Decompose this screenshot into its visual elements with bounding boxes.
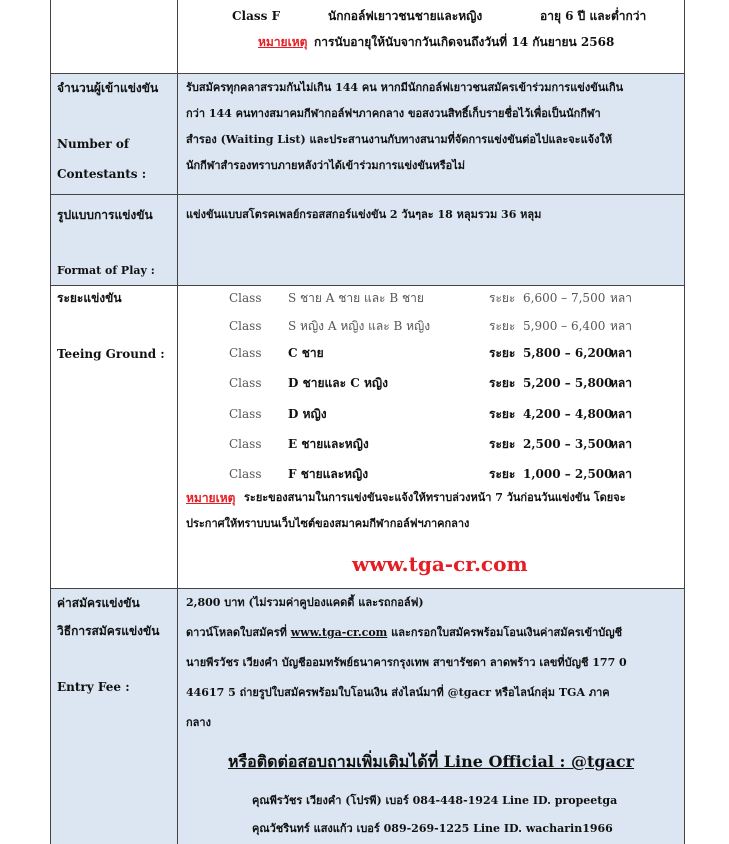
tee-range: 5,800 – 6,200	[523, 346, 613, 360]
tee-dist-label: ระยะ	[489, 407, 516, 421]
tee-name: F ชายและหญิง	[288, 467, 369, 481]
tee-class: Class	[229, 437, 262, 451]
tee-dist-label: ระยะ	[489, 376, 516, 390]
tee-dist-label: ระยะ	[489, 346, 516, 360]
tee-unit: หลา	[610, 319, 633, 333]
tee-dist-label: ระยะ	[489, 467, 516, 481]
contestants-line: นักกีฬาสำรองทราบภายหลังว่าได้เข้าร่วมการแข่งขันหรือไม่	[186, 159, 466, 172]
entry-line-4: 44617 5 ถ่ายรูปใบสมัครพร้อมใบโอนเงิน ส่งไลน์มาที่ @tgacr หรือไลน์กลุ่ม TGA ภาค	[186, 686, 610, 699]
tee-name: D ชายและ C หญิง	[288, 376, 388, 390]
tee-range: 5,200 – 5,800	[523, 376, 613, 390]
teeing-note-line-1: ระยะของสนามในการแข่งขันจะแจ้งให้ทราบล่วงหน้า 7 วันก่อนวันแข่งขัน โดยจะ	[244, 491, 626, 504]
tee-unit: หลา	[610, 467, 633, 481]
download-link[interactable]: www.tga-cr.com	[290, 626, 388, 639]
entry-line-2-prefix: ดาวน์โหลดใบสมัครที่	[186, 626, 291, 639]
contestants-line: กว่า 144 คนทางสมาคมกีฬากอล์ฟฯภาคกลาง ขอสงวนสิทธิ์เก็บรายชื่อไว้เพื่อเป็นนักกีฬา	[186, 107, 601, 120]
entry-label-th-2: วิธีการสมัครแข่งขัน	[57, 624, 160, 638]
format-label-th: รูปแบบการแข่งขัน	[57, 208, 153, 222]
format-content-cell	[178, 195, 684, 285]
contestants-label-cell	[51, 74, 178, 194]
contestants-line: สำรอง (Waiting List) และประสานงานกับทางสนามที่จัดการแข่งขันต่อไปและจะแจ้งให้	[186, 133, 613, 146]
entry-line-2	[186, 625, 622, 641]
tee-unit: หลา	[610, 407, 633, 421]
tee-unit: หลา	[610, 376, 633, 390]
tee-name: S หญิง A หญิง และ B หญิง	[288, 319, 431, 333]
tee-name: S ชาย A ชาย และ B ชาย	[288, 291, 424, 305]
contestants-row	[51, 74, 684, 195]
entry-label-cell	[51, 589, 178, 844]
format-row	[51, 195, 684, 286]
tee-range: 4,200 – 4,800	[523, 407, 613, 421]
contact-2: คุณวัชรินทร์ แสงแก้ว เบอร์ 089-269-1225 Line ID. wacharin1966	[252, 822, 613, 835]
class-f-note-text: การนับอายุให้นับจากวันเกิดจนถึงวันที่ 14 กันยายน 2568	[314, 35, 615, 49]
entry-line-5: กลาง	[186, 716, 211, 729]
class-f-note-label: หมายเหตุ	[258, 35, 308, 49]
tee-dist-label: ระยะ	[489, 291, 516, 305]
class-f-description: นักกอล์ฟเยาวชนชายและหญิง	[328, 9, 483, 23]
website-link[interactable]: www.tga-cr.com	[352, 552, 528, 576]
format-label-en: Format of Play :	[57, 264, 155, 277]
entry-line-2-suffix: และกรอกใบสมัครพร้อมโอนเงินค่าสมัครเข้าบัญชี	[387, 626, 623, 639]
contact-1: คุณพีรวัชร เวียงคำ (โปรพี) เบอร์ 084-448-1924 Line ID. propeetga	[252, 794, 618, 807]
tee-class: Class	[229, 407, 262, 421]
tee-unit: หลา	[610, 291, 633, 305]
entry-label-en: Entry Fee :	[57, 680, 130, 694]
entry-fee: 2,800 บาท (ไม่รวมค่าคูปองแคดดี้ และรถกอล์ฟ)	[186, 596, 424, 609]
teeing-label-th: ระยะแข่งขัน	[57, 291, 122, 305]
class-f-age: อายุ 6 ปี และต่ำกว่า	[540, 9, 647, 23]
tee-name: E ชายและหญิง	[288, 437, 369, 451]
format-text: แข่งขันแบบสโตรคเพลย์กรอสสกอร์แข่งขัน 2 วันๆละ 18 หลุมรวม 36 หลุม	[186, 208, 542, 221]
teeing-row	[51, 286, 684, 589]
tee-range: 6,600 – 7,500	[523, 291, 606, 305]
teeing-note-label: หมายเหตุ	[186, 491, 236, 505]
tee-dist-label: ระยะ	[489, 437, 516, 451]
class-f-label: Class F	[232, 9, 281, 23]
contestants-content-cell	[178, 74, 684, 194]
tee-unit: หลา	[610, 346, 633, 360]
format-label-cell	[51, 195, 178, 285]
teeing-label-en: Teeing Ground :	[57, 347, 165, 361]
contestants-label-en-2: Contestants :	[57, 167, 147, 181]
tee-class: Class	[229, 291, 262, 305]
tee-class: Class	[229, 346, 262, 360]
tee-dist-label: ระยะ	[489, 319, 516, 333]
class-f-label-cell	[51, 0, 178, 73]
contact-title: หรือติดต่อสอบถามเพิ่มเติมได้ที่ Line Official : @tgacr	[228, 752, 635, 771]
tee-name: C ชาย	[288, 346, 324, 360]
tee-class: Class	[229, 376, 262, 390]
tee-name: D หญิง	[288, 407, 327, 421]
info-table	[50, 0, 685, 844]
class-f-content-cell	[178, 0, 684, 73]
entry-line-3: นายพีรวัชร เวียงคำ บัญชีออมทรัพย์ธนาคารกรุงเทพ สาขารัชดา ลาดพร้าว เลขที่บัญชี 177 0	[186, 656, 627, 669]
tee-class: Class	[229, 319, 262, 333]
tee-unit: หลา	[610, 437, 633, 451]
teeing-content-cell	[178, 286, 684, 588]
contestants-label-th: จำนวนผู้เข้าแข่งขัน	[57, 81, 159, 95]
tee-range: 1,000 – 2,500	[523, 467, 613, 481]
entry-row	[51, 589, 684, 844]
teeing-note-line-2: ประกาศให้ทราบบนเว็บไซต์ของสมาคมกีฬากอล์ฟฯภาคกลาง	[186, 517, 470, 530]
contestants-line: รับสมัครทุกคลาสรวมกันไม่เกิน 144 คน หากมีนักกอล์ฟเยาวชนสมัครเข้าร่วมการแข่งขันเกิน	[186, 81, 624, 94]
contestants-label-en-1: Number of	[57, 137, 130, 151]
class-f-row	[51, 0, 684, 74]
tee-class: Class	[229, 467, 262, 481]
tee-range: 2,500 – 3,500	[523, 437, 613, 451]
teeing-label-cell	[51, 286, 178, 588]
entry-content-cell	[178, 589, 684, 844]
tee-range: 5,900 – 6,400	[523, 319, 606, 333]
entry-label-th-1: ค่าสมัครแข่งขัน	[57, 596, 140, 610]
